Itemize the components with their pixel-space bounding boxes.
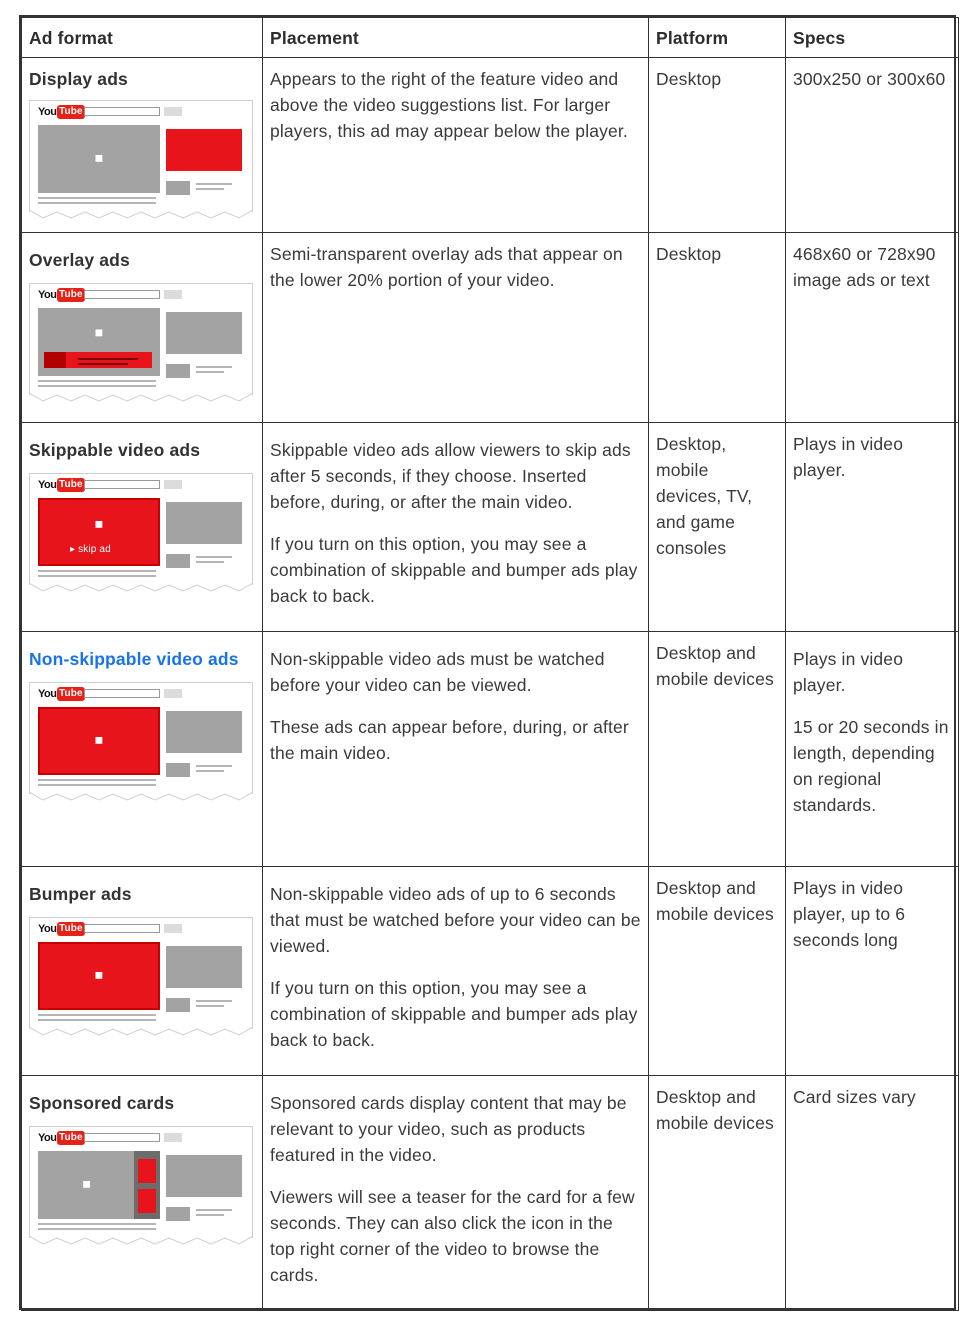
placement-text: If you turn on this option, you may see a combination of skippable and bumper ads play back to back. (270, 978, 638, 1050)
youtube-logo-you: You (38, 479, 57, 491)
description-line (38, 380, 156, 382)
suggestion-line (196, 1000, 232, 1002)
video-player (38, 498, 160, 566)
sponsored-card (138, 1159, 156, 1183)
specs-cell (786, 1076, 959, 1311)
description-line (38, 385, 156, 387)
description-line (38, 779, 156, 781)
thumbnail-square (166, 364, 190, 378)
suggestion-block (166, 312, 242, 354)
display-ad-block (166, 129, 242, 171)
search-bar (84, 107, 160, 116)
specs-text: 468x60 or 728x90 image ads or text (793, 244, 936, 290)
youtube-logo-tube: Tube (59, 923, 83, 934)
suggestion-line (196, 1209, 232, 1211)
placement-cell (263, 867, 649, 1076)
format-name: Skippable video ads (29, 440, 201, 460)
youtube-logo-you: You (38, 289, 57, 301)
search-button (164, 689, 182, 698)
format-cell (22, 867, 263, 1076)
suggestion-line (196, 561, 224, 563)
thumbnail-square (166, 998, 190, 1012)
description-line (38, 570, 156, 572)
header-ad-format: Ad format (22, 18, 263, 58)
video-camera-icon: ■ (82, 1175, 92, 1192)
torn-edge (29, 792, 253, 802)
format-name: Overlay ads (29, 250, 130, 270)
video-player (38, 1151, 160, 1219)
format-cell (22, 1076, 263, 1311)
table-row (22, 632, 959, 867)
header-placement: Placement (263, 18, 649, 58)
suggestion-block (166, 711, 242, 753)
suggestion-line (196, 770, 224, 772)
format-cell (22, 233, 263, 423)
video-player (38, 308, 160, 376)
specs-text: 300x250 or 300x60 (793, 69, 946, 89)
ad-formats-table-frame (19, 15, 956, 1310)
placement-cell (263, 423, 649, 632)
overlay-ad-image (44, 352, 66, 368)
specs-text: Plays in video player. (793, 649, 904, 695)
placement-cell (263, 632, 649, 867)
search-button (164, 924, 182, 933)
table-header-row (22, 18, 959, 58)
specs-text: Plays in video player, up to 6 seconds long (793, 878, 906, 950)
skippable-ad-thumbnail (29, 473, 253, 585)
torn-edge (29, 210, 253, 220)
suggestion-line (196, 1214, 224, 1216)
table-row (22, 423, 959, 632)
description-line (38, 1228, 156, 1230)
table-row (22, 233, 959, 423)
suggestion-line (196, 183, 232, 185)
skip-ad-label: ▸ skip ad (70, 544, 111, 555)
thumbnail-square (166, 763, 190, 777)
description-line (38, 1223, 156, 1225)
search-button (164, 480, 182, 489)
description-line (38, 1019, 156, 1021)
thumbnail-square (166, 1207, 190, 1221)
non-skippable-ads-link[interactable]: Non-skippable video ads (29, 649, 239, 669)
youtube-logo-you: You (38, 923, 57, 935)
overlay-ad-text-line (78, 363, 128, 365)
header-specs: Specs (786, 18, 959, 58)
non-skippable-ad-thumbnail (29, 682, 253, 794)
suggestion-line (196, 765, 232, 767)
overlay-ad-text-line (78, 358, 138, 360)
description-line (38, 784, 156, 786)
suggestion-block (166, 946, 242, 988)
placement-text: If you turn on this option, you may see a combination of skippable and bumper ads play back to back. (270, 534, 638, 606)
thumbnail-square (166, 554, 190, 568)
platform-cell: Desktop (649, 58, 786, 233)
format-name: Bumper ads (29, 884, 132, 904)
search-button (164, 290, 182, 299)
video-player (38, 942, 160, 1010)
platform-cell: Desktop and mobile devices (649, 867, 786, 1076)
search-bar (84, 689, 160, 698)
placement-text: Non-skippable video ads of up to 6 seconds that must be watched before your video can be viewed. (270, 884, 641, 956)
video-camera-icon: ■ (94, 149, 104, 166)
placement-text: Appears to the right of the feature video and above the video suggestions list. For larger players, this ad may appear below the player. (270, 69, 628, 141)
youtube-logo-you: You (38, 1132, 57, 1144)
description-line (38, 1014, 156, 1016)
youtube-logo-tube: Tube (59, 688, 83, 699)
youtube-logo-tube: Tube (59, 479, 83, 490)
format-name: Display ads (29, 69, 128, 89)
table-row (22, 867, 959, 1076)
search-bar (84, 480, 160, 489)
video-player (38, 125, 160, 193)
youtube-logo-tube: Tube (59, 1132, 83, 1143)
video-camera-icon: ■ (94, 731, 104, 748)
search-bar (84, 1133, 160, 1142)
youtube-logo-tube: Tube (59, 106, 83, 117)
table-row (22, 1076, 959, 1311)
search-button (164, 1133, 182, 1142)
suggestion-line (196, 556, 232, 558)
placement-text: Skippable video ads allow viewers to skip ads after 5 seconds, if they choose. Inserted before, during, or after the main video. (270, 440, 631, 512)
overlay-ad-thumbnail (29, 283, 253, 395)
placement-cell (263, 58, 649, 233)
sponsored-cards-thumbnail (29, 1126, 253, 1238)
description-line (38, 575, 156, 577)
placement-cell (263, 233, 649, 423)
platform-cell: Desktop and mobile devices (649, 1076, 786, 1311)
format-cell (22, 58, 263, 233)
video-camera-icon: ■ (94, 324, 104, 341)
torn-edge (29, 1236, 253, 1246)
video-player (38, 707, 160, 775)
ad-formats-table (21, 17, 959, 1311)
display-ad-thumbnail (29, 100, 253, 212)
video-camera-icon: ■ (94, 966, 104, 983)
specs-text: Card sizes vary (793, 1087, 916, 1107)
placement-text: Semi-transparent overlay ads that appear on the lower 20% portion of your video. (270, 244, 623, 290)
placement-text: These ads can appear before, during, or after the main video. (270, 717, 629, 763)
suggestion-line (196, 188, 224, 190)
specs-cell (786, 423, 959, 632)
search-bar (84, 290, 160, 299)
platform-cell: Desktop, mobile devices, TV, and game consoles (649, 423, 786, 632)
platform-cell: Desktop (649, 233, 786, 423)
header-platform: Platform (649, 18, 786, 58)
specs-cell (786, 867, 959, 1076)
suggestion-block (166, 1155, 242, 1197)
placement-text: Non-skippable video ads must be watched before your video can be viewed. (270, 649, 605, 695)
format-name: Sponsored cards (29, 1093, 175, 1113)
specs-text: 15 or 20 seconds in length, depending on regional standards. (793, 717, 949, 815)
torn-edge (29, 583, 253, 593)
placement-cell (263, 1076, 649, 1311)
search-button (164, 107, 182, 116)
youtube-logo-you: You (38, 688, 57, 700)
bumper-ad-thumbnail (29, 917, 253, 1029)
video-camera-icon: ■ (94, 515, 104, 532)
specs-text: Plays in video player. (793, 434, 904, 480)
sponsored-card (138, 1189, 156, 1213)
torn-edge (29, 393, 253, 403)
table-row (22, 58, 959, 233)
suggestion-block (166, 502, 242, 544)
specs-cell (786, 632, 959, 867)
description-line (38, 202, 156, 204)
format-cell (22, 632, 263, 867)
youtube-logo-tube: Tube (59, 289, 83, 300)
suggestion-line (196, 371, 224, 373)
format-cell (22, 423, 263, 632)
suggestion-line (196, 366, 232, 368)
description-line (38, 197, 156, 199)
suggestion-line (196, 1005, 224, 1007)
thumbnail-square (166, 181, 190, 195)
placement-text: Viewers will see a teaser for the card for a few seconds. They can also click the icon in the top right corner of the video to browse the cards. (270, 1187, 635, 1285)
specs-cell (786, 58, 959, 233)
torn-edge (29, 1027, 253, 1037)
platform-cell: Desktop and mobile devices (649, 632, 786, 867)
search-bar (84, 924, 160, 933)
placement-text: Sponsored cards display content that may be relevant to your video, such as products featured in the video. (270, 1093, 627, 1165)
youtube-logo-you: You (38, 106, 57, 118)
specs-cell (786, 233, 959, 423)
